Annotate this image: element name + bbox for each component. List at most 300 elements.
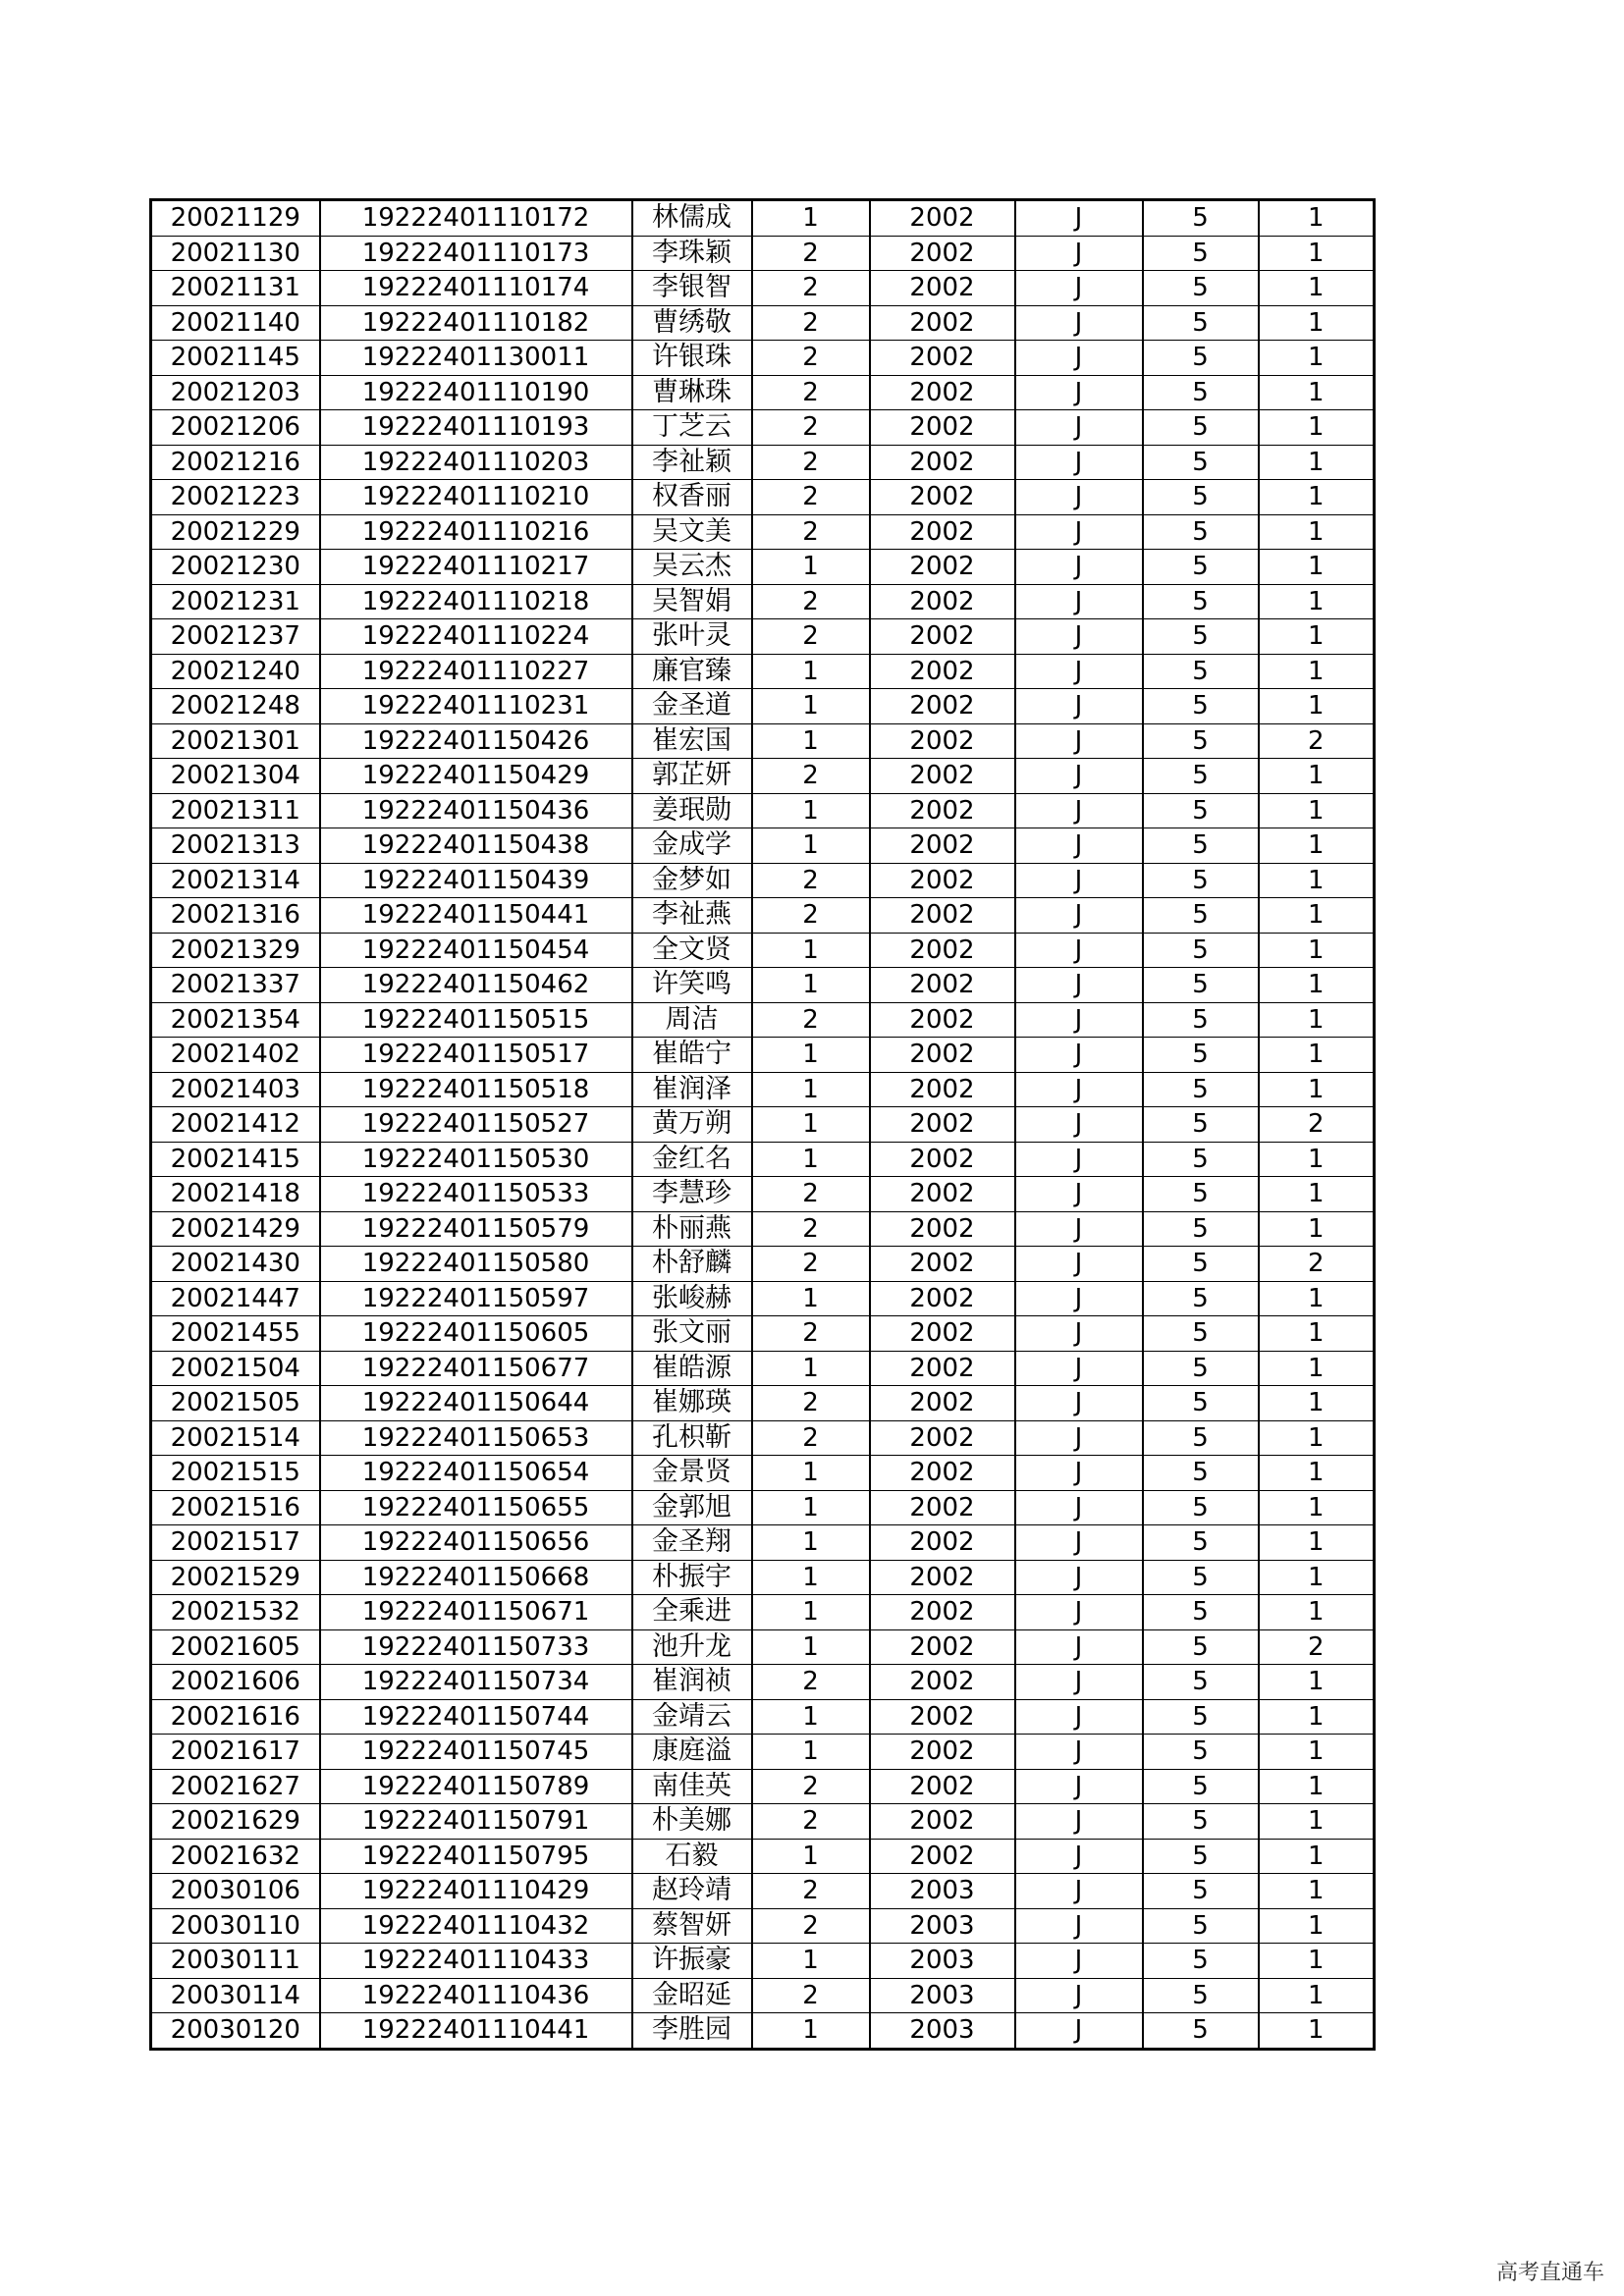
table-row [151, 1944, 1375, 1979]
table-row [151, 1629, 1375, 1665]
table-cell-class: 2002 [870, 723, 1015, 759]
table-cell-id-no: 19222401110216 [320, 514, 632, 550]
table-cell-gender: 1 [752, 1351, 870, 1386]
table-row [151, 1386, 1375, 1421]
table-cell-flag: 1 [1259, 2013, 1375, 2050]
table-cell-gender: 2 [752, 1247, 870, 1282]
table-cell-exam-no: 20021429 [151, 1211, 320, 1247]
table-cell-flag: 1 [1259, 584, 1375, 619]
table-cell-id-no: 19222401110173 [320, 236, 632, 271]
table-cell-id-no: 19222401150515 [320, 1002, 632, 1038]
table-row [151, 759, 1375, 794]
table-cell-code: 5 [1143, 689, 1259, 724]
table-row [151, 1699, 1375, 1735]
table-cell-id-no: 19222401150791 [320, 1804, 632, 1840]
table-cell-exam-no: 20021314 [151, 863, 320, 898]
table-cell-type: J [1015, 200, 1143, 237]
table-cell-exam-no: 20030106 [151, 1874, 320, 1909]
table-cell-flag: 1 [1259, 863, 1375, 898]
table-cell-class: 2002 [870, 480, 1015, 515]
table-cell-gender: 1 [752, 793, 870, 828]
table-cell-gender: 1 [752, 1038, 870, 1073]
table-cell-name: 金圣翔 [632, 1525, 752, 1561]
table-cell-type: J [1015, 1908, 1143, 1944]
table-cell-id-no: 19222401110172 [320, 200, 632, 237]
table-cell-id-no: 19222401150441 [320, 898, 632, 934]
table-cell-exam-no: 20021240 [151, 654, 320, 689]
table-cell-flag: 1 [1259, 1525, 1375, 1561]
table-cell-name: 池升龙 [632, 1629, 752, 1665]
table-cell-code: 5 [1143, 898, 1259, 934]
table-cell-name: 李祉燕 [632, 898, 752, 934]
table-cell-flag: 1 [1259, 200, 1375, 237]
table-cell-class: 2002 [870, 1839, 1015, 1874]
table-cell-exam-no: 20021605 [151, 1629, 320, 1665]
table-cell-gender: 2 [752, 1978, 870, 2013]
table-cell-type: J [1015, 1072, 1143, 1107]
table-cell-gender: 1 [752, 1944, 870, 1979]
table-cell-exam-no: 20021606 [151, 1665, 320, 1700]
table-row [151, 1316, 1375, 1352]
table-cell-exam-no: 20021430 [151, 1247, 320, 1282]
table-cell-flag: 1 [1259, 341, 1375, 376]
table-row [151, 200, 1375, 237]
table-cell-exam-no: 20021354 [151, 1002, 320, 1038]
table-cell-class: 2002 [870, 1665, 1015, 1700]
table-cell-type: J [1015, 689, 1143, 724]
table-cell-exam-no: 20021301 [151, 723, 320, 759]
table-cell-id-no: 19222401150517 [320, 1038, 632, 1073]
table-cell-gender: 2 [752, 341, 870, 376]
table-cell-class: 2002 [870, 1211, 1015, 1247]
table-cell-type: J [1015, 1699, 1143, 1735]
table-cell-name: 朴振宇 [632, 1560, 752, 1595]
table-cell-code: 5 [1143, 1247, 1259, 1282]
table-cell-gender: 1 [752, 1281, 870, 1316]
table-row [151, 445, 1375, 480]
table-cell-class: 2002 [870, 1560, 1015, 1595]
table-row [151, 1038, 1375, 1073]
table-cell-name: 周洁 [632, 1002, 752, 1038]
table-cell-name: 丁芝云 [632, 410, 752, 446]
table-cell-name: 石毅 [632, 1839, 752, 1874]
table-cell-class: 2002 [870, 619, 1015, 655]
table-cell-flag: 1 [1259, 1735, 1375, 1770]
table-cell-name: 黄万朔 [632, 1107, 752, 1143]
table-cell-flag: 1 [1259, 1839, 1375, 1874]
table-cell-class: 2002 [870, 1490, 1015, 1525]
table-cell-class: 2002 [870, 898, 1015, 934]
table-cell-code: 5 [1143, 723, 1259, 759]
table-cell-flag: 1 [1259, 271, 1375, 306]
table-cell-type: J [1015, 1107, 1143, 1143]
table-cell-exam-no: 20021203 [151, 375, 320, 410]
watermark-text: 高考直通车 [1495, 2261, 1604, 2285]
table-cell-name: 曹绣敬 [632, 305, 752, 341]
table-cell-class: 2002 [870, 1107, 1015, 1143]
table-cell-code: 5 [1143, 550, 1259, 585]
table-cell-gender: 2 [752, 445, 870, 480]
table-cell-flag: 1 [1259, 236, 1375, 271]
table-cell-exam-no: 20021516 [151, 1490, 320, 1525]
table-cell-exam-no: 20021617 [151, 1735, 320, 1770]
table-cell-exam-no: 20021229 [151, 514, 320, 550]
table-cell-name: 吴云杰 [632, 550, 752, 585]
table-cell-gender: 1 [752, 1595, 870, 1630]
table-cell-type: J [1015, 1595, 1143, 1630]
table-cell-name: 许银珠 [632, 341, 752, 376]
table-cell-flag: 1 [1259, 445, 1375, 480]
table-cell-class: 2002 [870, 654, 1015, 689]
table-row [151, 933, 1375, 968]
table-cell-type: J [1015, 654, 1143, 689]
table-cell-type: J [1015, 445, 1143, 480]
table-cell-flag: 1 [1259, 898, 1375, 934]
table-cell-code: 5 [1143, 1456, 1259, 1491]
table-cell-flag: 1 [1259, 1211, 1375, 1247]
table-cell-id-no: 19222401110231 [320, 689, 632, 724]
table-cell-code: 5 [1143, 1142, 1259, 1177]
table-cell-id-no: 19222401150668 [320, 1560, 632, 1595]
table-cell-flag: 1 [1259, 480, 1375, 515]
table-cell-class: 2002 [870, 375, 1015, 410]
table-cell-gender: 2 [752, 1386, 870, 1421]
table-row [151, 1351, 1375, 1386]
table-cell-type: J [1015, 341, 1143, 376]
table-cell-exam-no: 20021140 [151, 305, 320, 341]
table-cell-flag: 1 [1259, 1944, 1375, 1979]
table-cell-class: 2002 [870, 863, 1015, 898]
table-cell-flag: 1 [1259, 1560, 1375, 1595]
table-cell-flag: 1 [1259, 1386, 1375, 1421]
table-cell-code: 5 [1143, 375, 1259, 410]
table-cell-name: 金靖云 [632, 1699, 752, 1735]
table-cell-code: 5 [1143, 1735, 1259, 1770]
table-cell-exam-no: 20021632 [151, 1839, 320, 1874]
table-cell-flag: 1 [1259, 1804, 1375, 1840]
table-cell-type: J [1015, 2013, 1143, 2050]
table-cell-type: J [1015, 1316, 1143, 1352]
table-cell-id-no: 19222401110182 [320, 305, 632, 341]
table-cell-name: 姜珉勋 [632, 793, 752, 828]
table-cell-name: 金景贤 [632, 1456, 752, 1491]
table-cell-code: 5 [1143, 1665, 1259, 1700]
table-row [151, 1142, 1375, 1177]
table-cell-flag: 1 [1259, 1456, 1375, 1491]
table-cell-flag: 1 [1259, 1142, 1375, 1177]
table-cell-flag: 1 [1259, 1769, 1375, 1804]
table-cell-id-no: 19222401110217 [320, 550, 632, 585]
table-row [151, 550, 1375, 585]
table-cell-gender: 2 [752, 1665, 870, 1700]
table-cell-id-no: 19222401150795 [320, 1839, 632, 1874]
table-cell-name: 康庭溢 [632, 1735, 752, 1770]
table-cell-type: J [1015, 1247, 1143, 1282]
table-body [151, 200, 1375, 2050]
table-cell-id-no: 19222401110429 [320, 1874, 632, 1909]
table-cell-type: J [1015, 271, 1143, 306]
table-cell-flag: 1 [1259, 550, 1375, 585]
table-cell-code: 5 [1143, 584, 1259, 619]
table-cell-type: J [1015, 759, 1143, 794]
table-cell-type: J [1015, 1281, 1143, 1316]
table-cell-id-no: 19222401110218 [320, 584, 632, 619]
table-cell-class: 2002 [870, 1142, 1015, 1177]
table-cell-name: 李珠颖 [632, 236, 752, 271]
table-cell-id-no: 19222401150530 [320, 1142, 632, 1177]
table-cell-class: 2002 [870, 1038, 1015, 1073]
table-cell-flag: 2 [1259, 1107, 1375, 1143]
table-cell-type: J [1015, 1386, 1143, 1421]
table-cell-exam-no: 20021402 [151, 1038, 320, 1073]
table-cell-gender: 2 [752, 898, 870, 934]
table-cell-id-no: 19222401110193 [320, 410, 632, 446]
table-row [151, 2013, 1375, 2050]
table-cell-name: 李胜园 [632, 2013, 752, 2050]
table-cell-type: J [1015, 1839, 1143, 1874]
table-cell-name: 张峻赫 [632, 1281, 752, 1316]
table-cell-flag: 1 [1259, 1665, 1375, 1700]
table-cell-type: J [1015, 375, 1143, 410]
table-cell-class: 2002 [870, 1281, 1015, 1316]
table-cell-name: 林儒成 [632, 200, 752, 237]
table-cell-id-no: 19222401150734 [320, 1665, 632, 1700]
table-cell-code: 5 [1143, 1281, 1259, 1316]
table-cell-class: 2002 [870, 1525, 1015, 1561]
table-cell-gender: 2 [752, 1177, 870, 1212]
table-cell-class: 2002 [870, 584, 1015, 619]
table-cell-code: 5 [1143, 1420, 1259, 1456]
table-cell-class: 2002 [870, 793, 1015, 828]
table-cell-code: 5 [1143, 828, 1259, 864]
table-cell-class: 2002 [870, 1629, 1015, 1665]
table-cell-exam-no: 20021145 [151, 341, 320, 376]
table-row [151, 828, 1375, 864]
table-cell-code: 5 [1143, 200, 1259, 237]
table-cell-exam-no: 20021237 [151, 619, 320, 655]
table-cell-name: 金昭延 [632, 1978, 752, 2013]
table-cell-class: 2002 [870, 550, 1015, 585]
table-cell-code: 5 [1143, 1874, 1259, 1909]
table-cell-class: 2003 [870, 1908, 1015, 1944]
table-cell-type: J [1015, 1490, 1143, 1525]
table-row [151, 689, 1375, 724]
table-cell-flag: 1 [1259, 1316, 1375, 1352]
table-cell-code: 5 [1143, 1525, 1259, 1561]
table-cell-id-no: 19222401150744 [320, 1699, 632, 1735]
table-cell-exam-no: 20021129 [151, 200, 320, 237]
table-cell-code: 5 [1143, 1211, 1259, 1247]
table-cell-exam-no: 20030111 [151, 1944, 320, 1979]
table-cell-name: 崔娜瑛 [632, 1386, 752, 1421]
table-cell-gender: 2 [752, 619, 870, 655]
table-cell-exam-no: 20021532 [151, 1595, 320, 1630]
table-cell-code: 5 [1143, 654, 1259, 689]
table-cell-exam-no: 20030120 [170, 2015, 300, 2046]
table-cell-type: J [1015, 236, 1143, 271]
table-cell-code: 5 [1143, 236, 1259, 271]
table-cell-code: 5 [1143, 1072, 1259, 1107]
table-row [151, 480, 1375, 515]
table-cell-id-no: 19222401110224 [320, 619, 632, 655]
table-cell-flag: 1 [1259, 1908, 1375, 1944]
table-cell-exam-no: 20021248 [151, 689, 320, 724]
table-cell-id-no: 19222401150533 [320, 1177, 632, 1212]
table-cell-id-no: 19222401150462 [320, 968, 632, 1003]
table-cell-flag: 1 [1259, 1874, 1375, 1909]
table-cell-class: 2002 [870, 445, 1015, 480]
table-cell-gender: 1 [752, 1072, 870, 1107]
table-cell-id-no: 19222401110432 [320, 1908, 632, 1944]
table-cell-code: 5 [1143, 1038, 1259, 1073]
table-cell-name: 金圣道 [632, 689, 752, 724]
table-cell-flag: 1 [1259, 759, 1375, 794]
table-cell-id-no: 19222401150436 [320, 793, 632, 828]
table-row [151, 236, 1375, 271]
table-cell-code: 5 [1143, 1351, 1259, 1386]
table-cell-exam-no: 20021505 [151, 1386, 320, 1421]
table-cell-name: 吴文美 [632, 514, 752, 550]
table-cell-class: 2002 [870, 341, 1015, 376]
table-row [151, 1107, 1375, 1143]
table-cell-name: 崔润泽 [632, 1072, 752, 1107]
table-cell-gender: 1 [752, 933, 870, 968]
table-cell-code: 5 [1143, 305, 1259, 341]
table-cell-name: 许振豪 [632, 1944, 752, 1979]
table-cell-name: 金梦如 [632, 863, 752, 898]
table-cell-name: 张叶灵 [632, 619, 752, 655]
table-cell-gender: 2 [752, 514, 870, 550]
table-cell-code: 5 [1143, 933, 1259, 968]
table-cell-type: J [1015, 1525, 1143, 1561]
table-cell-flag: 1 [1259, 1420, 1375, 1456]
table-cell-class: 2002 [870, 271, 1015, 306]
table-cell-code: 5 [1143, 1944, 1259, 1979]
table-cell-exam-no: 20030110 [151, 1908, 320, 1944]
table-cell-gender: 1 [752, 1699, 870, 1735]
table-cell-type: J [1015, 584, 1143, 619]
table-cell-id-no: 19222401110227 [320, 654, 632, 689]
table-row [151, 584, 1375, 619]
table-cell-id-no: 19222401110174 [320, 271, 632, 306]
table-cell-class: 2002 [870, 1002, 1015, 1038]
table-cell-code: 5 [1143, 2013, 1259, 2050]
table-row [151, 375, 1375, 410]
table-row [151, 968, 1375, 1003]
table-cell-code: 5 [1143, 1839, 1259, 1874]
table-cell-code: 5 [1143, 271, 1259, 306]
table-cell-type: J [1015, 1456, 1143, 1491]
table-row [151, 1525, 1375, 1561]
table-cell-gender: 2 [752, 1908, 870, 1944]
table-cell-id-no: 19222401150439 [320, 863, 632, 898]
table-cell-flag: 1 [1259, 654, 1375, 689]
table-cell-code: 5 [1143, 1769, 1259, 1804]
table-cell-gender: 1 [752, 1629, 870, 1665]
table-cell-type: J [1015, 1002, 1143, 1038]
table-cell-exam-no: 20021313 [151, 828, 320, 864]
table-cell-gender: 1 [752, 1456, 870, 1491]
table-cell-flag: 1 [1259, 1177, 1375, 1212]
table-row [151, 1072, 1375, 1107]
table-cell-gender: 1 [752, 1490, 870, 1525]
table-row [151, 619, 1375, 655]
table-row [151, 1177, 1375, 1212]
table-cell-gender: 1 [752, 1142, 870, 1177]
table-cell-type: J [1015, 933, 1143, 968]
table-row [151, 1769, 1375, 1804]
table-cell-name: 崔皓源 [632, 1351, 752, 1386]
table-cell-name: 崔宏国 [632, 723, 752, 759]
table-cell-id-no: 19222401150605 [320, 1316, 632, 1352]
table-cell-code: 5 [1143, 1177, 1259, 1212]
table-cell-class: 2003 [870, 1874, 1015, 1909]
table-cell-code: 5 [1143, 1316, 1259, 1352]
table-cell-class: 2002 [870, 1420, 1015, 1456]
table-row [151, 1839, 1375, 1874]
table-cell-id-no: 19222401110433 [320, 1944, 632, 1979]
table-cell-class: 2003 [870, 2013, 1015, 2050]
table-cell-code: 5 [1143, 480, 1259, 515]
table-row [151, 1211, 1375, 1247]
table-row [151, 1804, 1375, 1840]
table-cell-class: 2002 [870, 1735, 1015, 1770]
table-cell-type: J [1015, 514, 1143, 550]
table-cell-flag: 1 [1259, 375, 1375, 410]
table-cell-code: 5 [1143, 1386, 1259, 1421]
table-cell-gender: 1 [752, 968, 870, 1003]
table-cell-type: J [1015, 305, 1143, 341]
table-cell-name: 李慧珍 [632, 1177, 752, 1212]
table-cell-id-no: 19222401150789 [320, 1769, 632, 1804]
table-cell-class: 2002 [870, 200, 1015, 237]
table-cell-name: 曹琳珠 [632, 375, 752, 410]
table-cell-flag: 2 [1259, 1629, 1375, 1665]
table-cell-exam-no: 20021514 [151, 1420, 320, 1456]
table-cell-type: J [1015, 1211, 1143, 1247]
table-cell-name: 金郭旭 [632, 1490, 752, 1525]
table-cell-id-no: 19222401150527 [320, 1107, 632, 1143]
table-cell-flag: 1 [1259, 828, 1375, 864]
table-cell-id-no: 19222401150429 [320, 759, 632, 794]
table-cell-exam-no: 20021206 [151, 410, 320, 446]
table-row [151, 1490, 1375, 1525]
table-cell-exam-no: 20021504 [151, 1351, 320, 1386]
table-cell-id-no: 19222401150454 [320, 933, 632, 968]
table-row [151, 341, 1375, 376]
table-row [151, 1595, 1375, 1630]
table-cell-code: 5 [1143, 1490, 1259, 1525]
table-cell-code: 5 [1143, 1629, 1259, 1665]
table-row [151, 1874, 1375, 1909]
table-cell-gender: 1 [752, 200, 870, 237]
table-cell-type: J [1015, 863, 1143, 898]
table-row [151, 1420, 1375, 1456]
table-cell-exam-no: 20021311 [151, 793, 320, 828]
table-row [151, 1560, 1375, 1595]
table-cell-exam-no: 20021412 [151, 1107, 320, 1143]
table-cell-type: J [1015, 1944, 1143, 1979]
table-cell-gender: 2 [752, 1874, 870, 1909]
table-row [151, 1665, 1375, 1700]
table-cell-id-no: 19222401150677 [320, 1351, 632, 1386]
table-cell-flag: 1 [1259, 1072, 1375, 1107]
table-cell-type: J [1015, 1629, 1143, 1665]
table-cell-code: 5 [1143, 1595, 1259, 1630]
table-cell-gender: 2 [752, 1316, 870, 1352]
table-cell-name: 张文丽 [632, 1316, 752, 1352]
table-cell-type: J [1015, 480, 1143, 515]
